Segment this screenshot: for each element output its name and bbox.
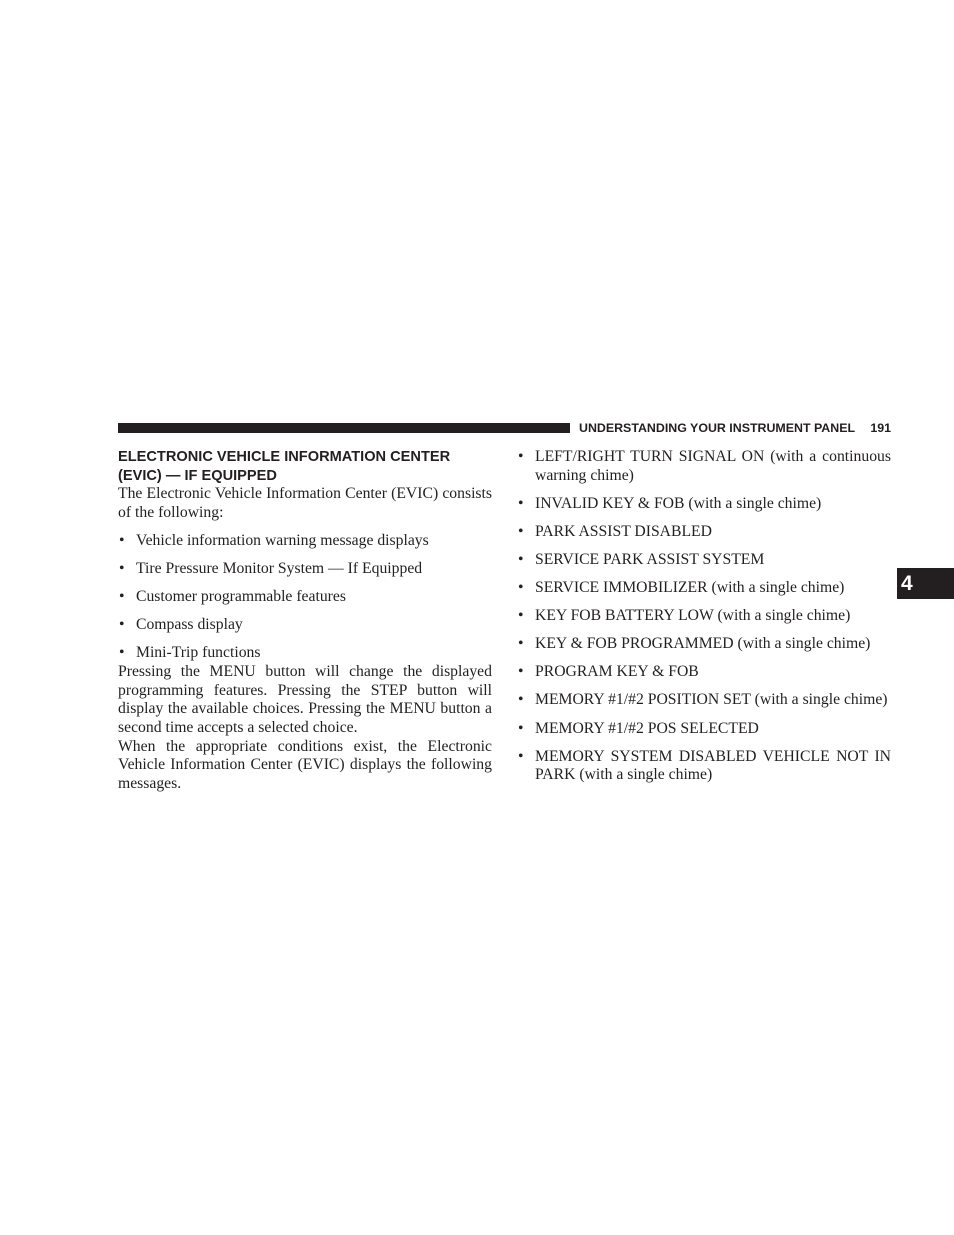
bullet-icon: • bbox=[119, 559, 125, 577]
list-item: • PARK ASSIST DISABLED bbox=[518, 522, 712, 540]
bullet-icon: • bbox=[518, 494, 524, 512]
messages-paragraph: When the appropriate conditions exist, the Electronic Vehicle Information Center (EVIC) displays the following messages. bbox=[118, 737, 492, 793]
list-item: • Tire Pressure Monitor System — If Equipped bbox=[119, 559, 423, 577]
list-item: • MEMORY #1/#2 POSITION SET (with a single chime) bbox=[518, 691, 888, 709]
feature-list bbox=[118, 532, 492, 663]
bullet-icon: • bbox=[518, 448, 524, 465]
list-item: • PROGRAM KEY & FOB bbox=[518, 663, 699, 681]
bullet-icon: • bbox=[518, 719, 524, 737]
list-item: • KEY FOB BATTERY LOW (with a single chime) bbox=[518, 607, 851, 625]
chapter-tab: 4 bbox=[897, 568, 954, 599]
bullet-icon: • bbox=[119, 587, 125, 605]
list-item: • MEMORY SYSTEM DISABLED VEHICLE NOT IN PARK (with a single chime) bbox=[518, 747, 891, 784]
running-title: UNDERSTANDING YOUR INSTRUMENT PANEL bbox=[579, 421, 856, 435]
message-list bbox=[517, 448, 891, 785]
bullet-icon: • bbox=[518, 550, 524, 568]
section-title-line-2: (EVIC) — IF EQUIPPED bbox=[118, 467, 277, 484]
list-item: • INVALID KEY & FOB (with a single chime) bbox=[518, 494, 822, 512]
header-rule bbox=[118, 423, 570, 433]
bullet-icon: • bbox=[518, 607, 524, 625]
bullet-icon: • bbox=[119, 531, 125, 549]
list-item: • Vehicle information warning message displays bbox=[119, 531, 429, 549]
section-title-line-1: ELECTRONIC VEHICLE INFORMATION CENTER bbox=[118, 449, 451, 465]
list-item: • KEY & FOB PROGRAMMED (with a single chime) bbox=[518, 635, 871, 653]
bullet-icon: • bbox=[518, 691, 524, 709]
bullet-icon: • bbox=[518, 747, 524, 765]
bullet-icon: • bbox=[518, 579, 524, 597]
list-item: • MEMORY #1/#2 POS SELECTED bbox=[518, 719, 759, 737]
bullet-icon: • bbox=[119, 616, 125, 634]
list-item: • SERVICE PARK ASSIST SYSTEM bbox=[518, 550, 765, 568]
left-column bbox=[118, 448, 492, 794]
list-item: • Mini-Trip functions bbox=[119, 644, 261, 662]
bullet-icon: • bbox=[518, 663, 524, 681]
intro-paragraph: The Electronic Vehicle Information Center (EVIC) consists of the following: bbox=[118, 485, 492, 521]
list-item: • SERVICE IMMOBILIZER (with a single chime) bbox=[518, 579, 845, 597]
page-number: 191 bbox=[870, 421, 891, 435]
bullet-icon: • bbox=[119, 644, 125, 662]
bullet-icon: • bbox=[518, 635, 524, 653]
list-item: • Compass display bbox=[119, 616, 243, 634]
right-column bbox=[517, 448, 891, 785]
bullet-icon: • bbox=[518, 522, 524, 540]
list-item: • LEFT/RIGHT TURN SIGNAL ON (with a continuous warning chime) bbox=[518, 448, 891, 484]
menu-paragraph: Pressing the MENU button will change the displayed programming features. Pressing the STEP button will display the available choices. Pressing the MENU button a second time accepts a selected choice. bbox=[118, 662, 492, 736]
list-item: • Customer programmable features bbox=[119, 587, 346, 605]
running-header bbox=[579, 420, 891, 436]
section-title bbox=[118, 448, 492, 485]
